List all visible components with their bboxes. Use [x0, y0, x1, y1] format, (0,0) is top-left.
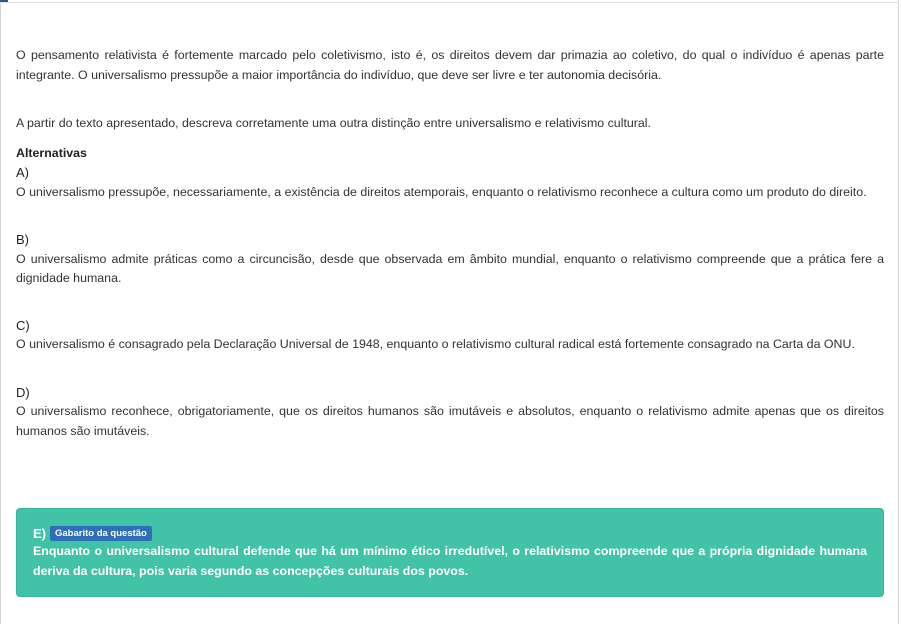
alternative-text: O universalismo é consagrado pela Declaração Universal de 1948, enquanto o relativismo cultural radical está fortemente consagrado na Carta da ONU.: [16, 337, 855, 351]
question-content: [16, 46, 884, 441]
alternative-text: O universalismo admite práticas como a circuncisão, desde que observada em âmbito mundial, enquanto o relativismo compreende que a prática fere a dignidade humana.: [16, 251, 884, 285]
alternative-a[interactable]: [16, 163, 884, 202]
alternative-letter: C): [16, 317, 30, 333]
answer-text: Enquanto o universalismo cultural defende que há um mínimo ético irredutível, o relativismo compreende que a própria dignidade humana deriva da cultura, pois varia segundo as concepções culturais dos povos.: [33, 544, 867, 578]
answer-header: [33, 525, 867, 542]
alternative-text: O universalismo reconhece, obrigatoriamente, que os direitos humanos são imutáveis e absolutos, enquanto o relativismo admite apenas que os direitos humanos são imutáveis.: [16, 404, 884, 438]
question-prompt: A partir do texto apresentado, descreva corretamente uma outra distinção entre universalismo e relativismo cultural.: [16, 116, 651, 130]
answer-key-box[interactable]: [16, 508, 884, 597]
top-divider: [0, 2, 899, 3]
question-statement: O pensamento relativista é fortemente marcado pelo coletivismo, isto é, os direitos devem dar primazia ao coletivo, do qual o indivíduo é apenas parte integrante. O universalismo pressupõe a maior importância do indivíduo, que deve ser livre e ter autonomia decisória.: [16, 48, 884, 82]
alternative-b[interactable]: [16, 230, 884, 289]
answer-key-badge: Gabarito da questão: [50, 526, 152, 541]
alternative-letter: A): [16, 165, 29, 180]
alternative-letter: B): [16, 232, 29, 247]
alternative-c[interactable]: [16, 316, 884, 355]
alternatives-title: Alternativas: [16, 145, 87, 160]
alternative-text: O universalismo pressupõe, necessariamente, a existência de direitos atemporais, enquanto o relativismo reconhece a cultura como um produto do direito.: [16, 184, 867, 199]
alternative-d[interactable]: [16, 383, 884, 442]
answer-letter: E): [33, 526, 46, 541]
alternative-letter: D): [16, 384, 30, 400]
